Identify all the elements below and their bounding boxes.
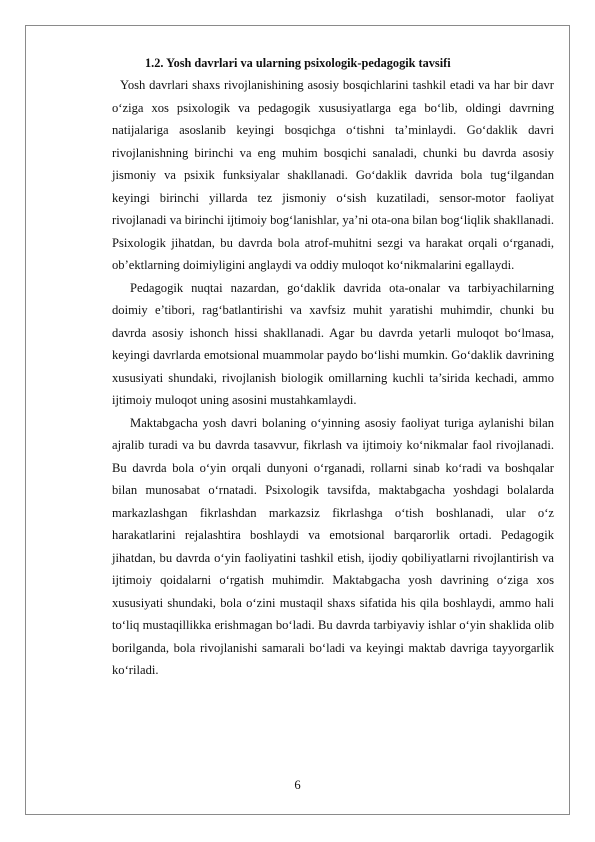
document-body: [112, 55, 554, 682]
paragraph-2: Pedagogik nuqtai nazardan, go‘daklik davrida ota-onalar va tarbiyachilarning doimiy e’tibori, rag‘batlantirishi va xavfsiz muhit yaratishi muhimdir, chunki bu davrda asosiy ishonch hissi shakllanadi. Agar bu davrda yetarli muloqot bo‘lmasa, keyingi davrlarda emotsional muammolar paydo bo‘lishi mumkin. Go‘daklik davrining xususiyati shundaki, rivojlanish biologik omillarning kuchli ta’sirida kechadi, ammo ijtimoiy muloqot uning asosini mustahkamlaydi.: [112, 280, 554, 407]
section-heading: 1.2. Yosh davrlari va ularning psixologik-pedagogik tavsifi: [145, 56, 451, 70]
paragraph-3: Maktabgacha yosh davri bolaning o‘yinning asosiy faoliyat turiga aylanishi bilan ajralib turadi va bu davrda tasavvur, fikrlash va ijtimoiy ko‘nikmalar faol rivojlanadi. Bu davrda bola o‘yin orqali dunyoni o‘rganadi, rollarni sinab ko‘radi va boshqalar bilan munosabat o‘rnatadi. Psixologik tavsifda, maktabgacha yoshdagi bolalarda markazlashgan fikrlashdan markazsiz fikrlashga o‘tish boshlanadi, ular o‘z harakatlarini rejalashtira boshlaydi va emotsional barqarorlik ortadi. Pedagogik jihatdan, bu davrda o‘yin faoliyatini tashkil etish, ijodiy qobiliyatlarni rivojlantirish va ijtimoiy qoidalarni o‘rgatish muhimdir. Maktabgacha yosh davrining o‘ziga xos xususiyati shundaki, bola o‘zini mustaqil shaxs sifatida his qila boshlaydi, ammo hali to‘liq mustaqillikka erishmagan bo‘ladi. Bu davrda tarbiyaviy ishlar o‘yin shaklida olib borilganda, bola rivojlanishi samarali bo‘ladi va keyingi maktab davriga tayyorgarlik ko‘riladi.: [112, 415, 554, 677]
paragraph-1: Yosh davrlari shaxs rivojlanishining asosiy bosqichlarini tashkil etadi va har bir davr o‘ziga xos psixologik va pedagogik xususiyatlarga ega bo‘lib, oldingi davrning natijalariga asoslanib keyingi bosqichga o‘tishni ta’minlaydi. Go‘daklik davri rivojlanishning birinchi va eng muhim bosqichi sanaladi, chunki bu davrda asosiy jismoniy va psixik funksiyalar shakllanadi. Go‘daklik davrida bola tug‘ilgandan keyingi birinchi yillarda tez jismoniy o‘sish kuzatiladi, sensor-motor faoliyat rivojlanadi va birinchi ijtimoiy bog‘lanishlar, ya’ni ota-ona bilan bog‘liqlik shakllanadi. Psixologik jihatdan, bu davrda bola atrof-muhitni sezgi va harakat orqali o‘rganadi, ob’ektlarning doimiyligini anglaydi va oddiy muloqot ko‘nikmalarini egallaydi.: [112, 78, 554, 272]
page-number: 6: [294, 778, 301, 792]
